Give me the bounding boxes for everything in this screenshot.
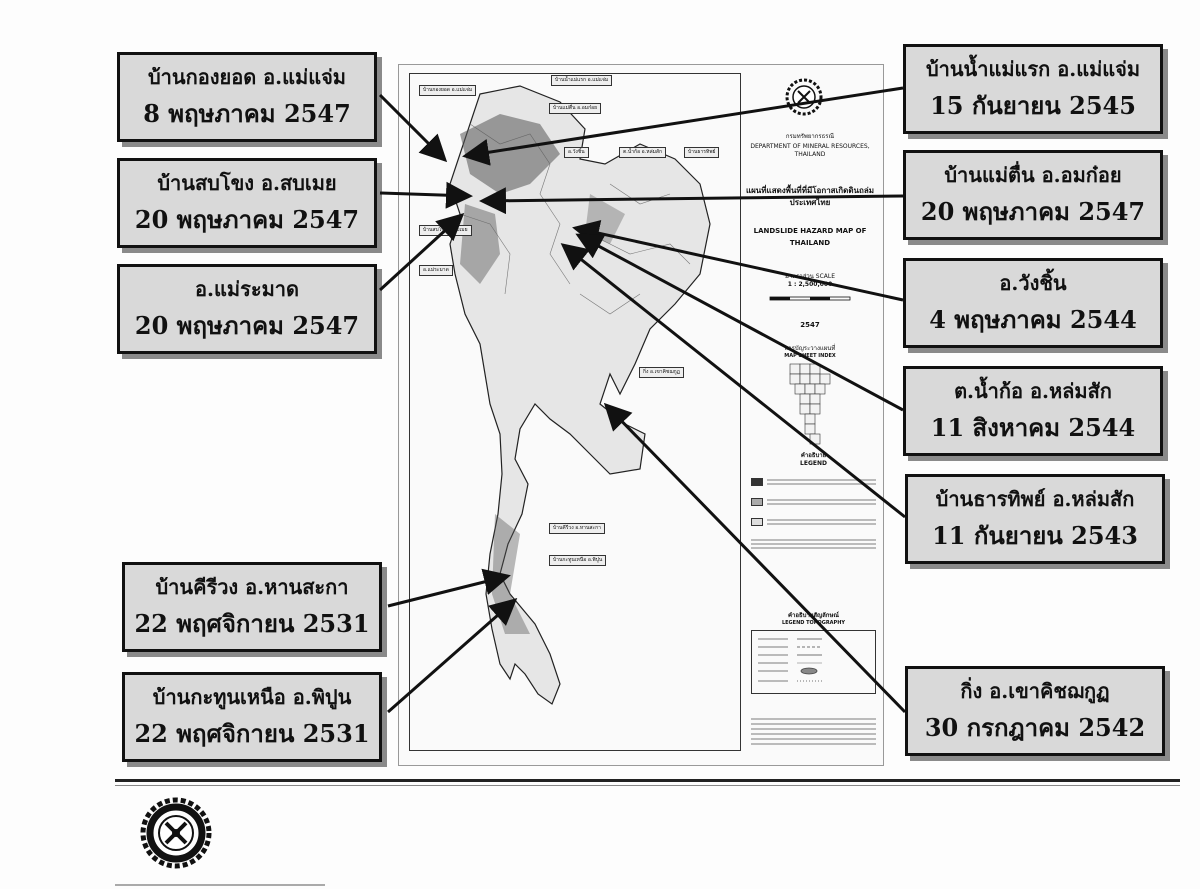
callout-date: 30 กรกฎาคม 2542 [924, 712, 1146, 742]
map-label-mae-tuen: บ้านแม่ตื่น อ.อมก๋อย [549, 103, 601, 114]
map-title-th-2: ประเทศไทย [789, 198, 831, 208]
arrow-kathun [388, 600, 515, 712]
callout-date: 4 พฤษภาคม 2544 [929, 304, 1137, 334]
map-year: 2547 [800, 320, 820, 329]
arrow-nam-ko [578, 235, 903, 410]
map-title-en-1: LANDSLIDE HAZARD MAP OF [753, 227, 867, 236]
arrow-kong-yod [380, 95, 445, 160]
callout-place: บ้านแม่ตื่น อ.อมก๋อย [944, 163, 1122, 188]
map-title-en-2: THAILAND [789, 238, 831, 247]
callout-place: บ้านน้ำแม่แรก อ.แม่แจ่ม [925, 57, 1141, 82]
callout-place: บ้านธารทิพย์ อ.หล่มสัก [935, 487, 1135, 512]
department-name-th: กรมทรัพยากรธรณี [785, 133, 835, 140]
bottom-rule [115, 884, 325, 886]
map-title-th-1: แผนที่แสดงพื้นที่ที่มีโอกาสเกิดดินถล่ม [745, 186, 875, 196]
map-label-khao-khitchakut: กิ่ง อ.เขาคิชฌกูฏ [639, 367, 684, 378]
callout-place: อ.แม่ระมาด [195, 277, 299, 302]
callout-date: 20 พฤษภาคม 2547 [920, 196, 1146, 226]
map-label-khiriwong: บ้านคีรีวง อ.หานสะกา [549, 523, 605, 534]
map-label-kathun: บ้านกะทูนเหนือ อ.พิปูน [549, 555, 606, 566]
map-label-than-thip: บ้านธารทิพย์ [684, 147, 719, 158]
callout-place: บ้านกองยอด อ.แม่แจ่ม [147, 65, 346, 90]
scale-value: 1 : 2,500,000 [787, 280, 833, 288]
arrow-mae-tuen [482, 196, 903, 201]
callout-place: บ้านสบโขง อ.สบเมย [157, 171, 337, 196]
department-seal-icon [140, 797, 212, 869]
map-label-mae-raek: บ้านน้ำแม่แรก อ.แม่แจ่ม [551, 75, 612, 86]
map-label-sop-khong: บ้านสบโขง อ.สบเมย [419, 225, 472, 236]
callout-date: 20 พฤษภาคม 2547 [134, 310, 360, 340]
callout-place: บ้านกะทูนเหนือ อ.พิปูน [152, 685, 352, 710]
legend-title-th: คำอธิบาย [800, 452, 827, 459]
sheet-index-th: สารบัญระวางแผนที่ [784, 344, 836, 352]
callout-place: ต.น้ำก้อ อ.หล่มสัก [954, 379, 1112, 404]
arrow-khao-khitchakut [606, 405, 905, 712]
sheet-index-en: MAP SHEET INDEX [784, 352, 836, 359]
footer-rule [115, 779, 1180, 782]
legend-title-en: LEGEND [800, 460, 827, 467]
callout-date: 8 พฤษภาคม 2547 [143, 98, 351, 128]
callout-date: 20 พฤษภาคม 2547 [134, 204, 360, 234]
scale-label: มาตราส่วน SCALE [784, 272, 836, 280]
arrow-wang-chin [575, 228, 903, 300]
arrow-mae-ramat [380, 215, 462, 290]
department-name-en: DEPARTMENT OF MINERAL RESOURCES, THAILAND [750, 142, 870, 158]
callout-date: 11 กันยายน 2543 [932, 520, 1138, 550]
map-label-kong-yod: บ้านกองยอด อ.แม่แจ่ม [419, 85, 476, 96]
arrow-than-thip [563, 245, 905, 517]
arrow-mae-raek [465, 88, 903, 156]
map-label-mae-ramat: อ.แม่ระมาด [419, 265, 453, 276]
map-label-wang-chin: อ.วังชิ้น [564, 147, 589, 158]
arrow-khiriwong [388, 576, 508, 606]
callout-date: 11 สิงหาคม 2544 [930, 412, 1136, 442]
topo-legend-en: LEGEND TOPOGRAPHY [781, 620, 846, 626]
callout-date: 22 พฤศจิกายน 2531 [134, 608, 370, 638]
arrow-sop-khong [380, 193, 470, 196]
callout-date: 22 พฤศจิกายน 2531 [134, 718, 370, 748]
callout-place: กิ่ง อ.เขาคิชฌกูฏ [960, 679, 1110, 704]
footer-rule-thin [115, 785, 1180, 786]
map-label-nam-ko: ต.น้ำก้อ อ.หล่มสัก [619, 147, 666, 158]
callout-place: บ้านคีรีวง อ.หานสะกา [155, 575, 349, 600]
callout-date: 15 กันยายน 2545 [930, 90, 1136, 120]
topo-legend-th: คำอธิบายสัญลักษณ์ [788, 612, 839, 619]
callout-place: อ.วังชิ้น [999, 271, 1067, 296]
